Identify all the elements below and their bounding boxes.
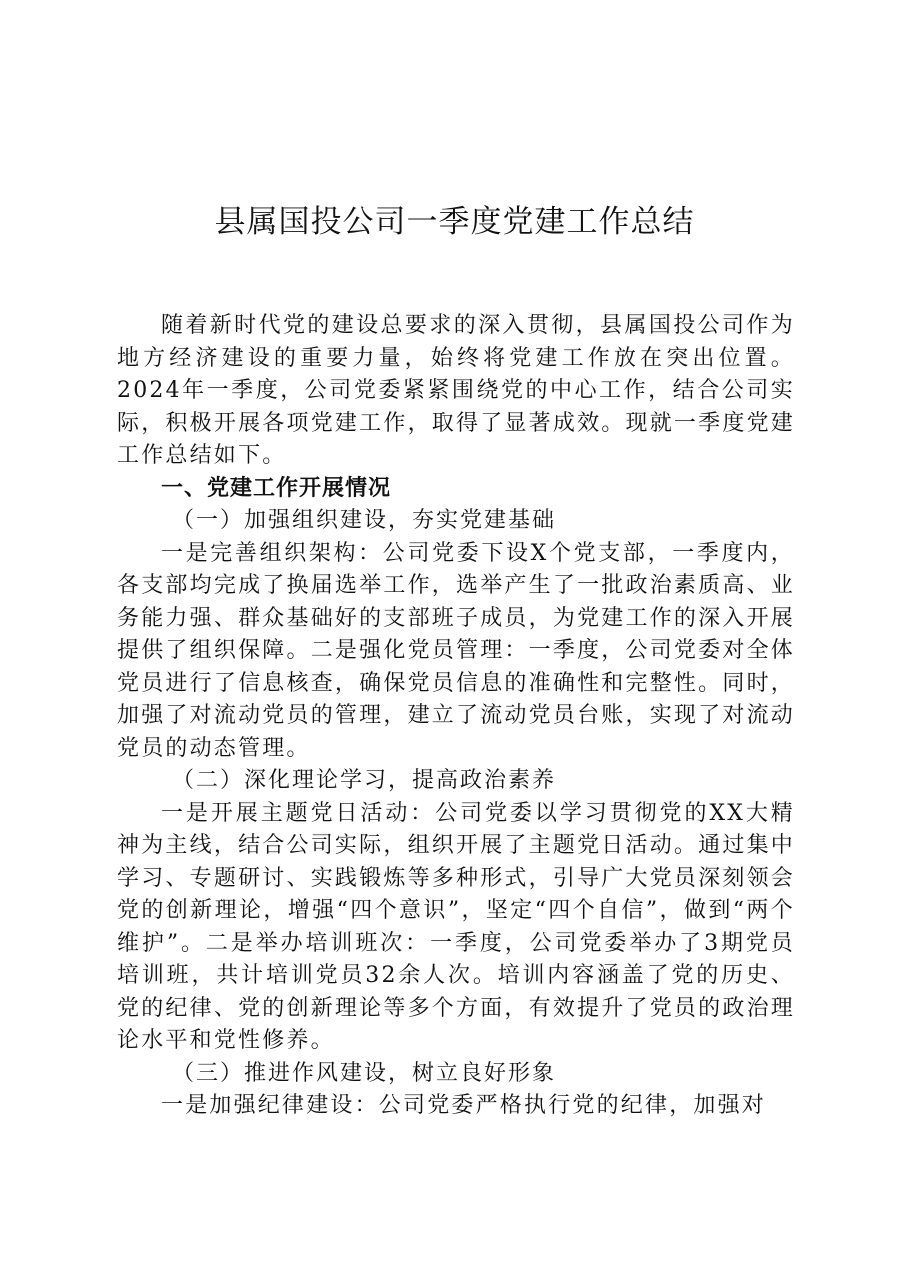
document-title: 县属国投公司一季度党建工作总结 <box>214 204 695 240</box>
subsection-body-3: 一是加强纪律建设：公司党委严格执行党的纪律，加强对 <box>161 1093 767 1118</box>
subsection-heading-3: （三）推进作风建设，树立良好形象 <box>172 1060 557 1086</box>
document-body <box>117 310 795 1123</box>
subsection-body-2: 一是开展主题党日活动：公司党委以学习贯彻党的XX大精神为主线，结合公司实际，组织开展了主题党日活动。通过集中学习、专题研讨、实践锻炼等多种形式，引导广大党员深刻领会党的创新理论，增强“四个意识”，坚定“四个自信”，做到“两个维护”。二是举办培训班次：一季度，公司党委举办了3期党员培训班，共计培训党员32余人次。培训内容涵盖了党的历史、党的纪律、党的创新理论等多个方面，有效提升了党员的政治理论水平和党性修养。 <box>117 800 795 1053</box>
intro-paragraph: 随着新时代党的建设总要求的深入贯彻，县属国投公司作为地方经济建设的重要力量，始终将党建工作放在突出位置。2024年一季度，公司党委紧紧围绕党的中心工作，结合公司实际，积极开展各项党建工作，取得了显著成效。现就一季度党建工作总结如下。 <box>117 313 795 468</box>
subsection-heading-2: （二）深化理论学习，提高政治素养 <box>172 768 557 793</box>
subsection-body-1: 一是完善组织架构：公司党委下设X个党支部，一季度内，各支部均完成了换届选举工作，选举产生了一批政治素质高、业务能力强、群众基础好的支部班子成员，为党建工作的深入开展提供了组织保障。二是强化党员管理：一季度，公司党委对全体党员进行了信息核查，确保党员信息的准确性和完整性。同时，加强了对流动党员的管理，建立了流动党员台账，实现了对流动党员的动态管理。 <box>117 540 795 761</box>
section-heading-1: 一、党建工作开展情况 <box>161 475 392 501</box>
subsection-heading-1: （一）加强组织建设，夯实党建基础 <box>172 508 557 533</box>
